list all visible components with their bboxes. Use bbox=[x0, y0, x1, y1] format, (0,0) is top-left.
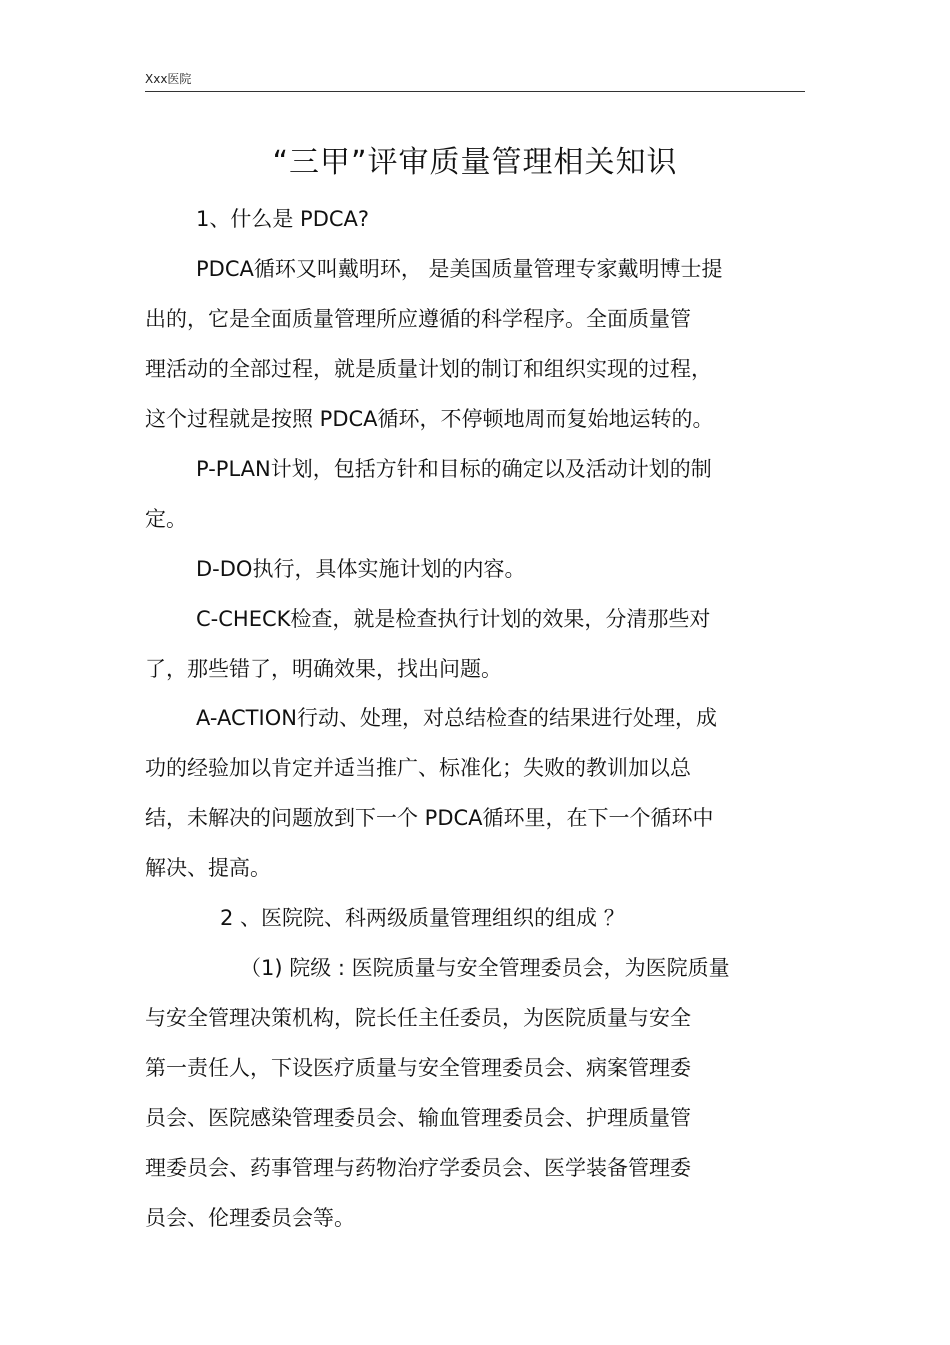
paragraph-line: 结，未解决的问题放到下一个 PDCA循环里，在下一个循环中 bbox=[145, 806, 714, 830]
paragraph-line: 理活动的全部过程，就是质量计划的制订和组织实现的过程， bbox=[145, 357, 712, 381]
paragraph-line: 与安全管理决策机构，院长任主任委员，为医院质量与安全 bbox=[145, 1006, 691, 1030]
document-title: “三甲”评审质量管理相关知识 bbox=[272, 145, 678, 180]
paragraph-line: A-ACTION行动、处理，对总结检查的结果进行处理，成 bbox=[196, 706, 717, 730]
paragraph-line: 员会、医院感染管理委员会、输血管理委员会、护理质量管 bbox=[145, 1106, 691, 1130]
paragraph-line: 功的经验加以肯定并适当推广、标准化；失败的教训加以总 bbox=[145, 756, 691, 780]
paragraph-line: 出的，它是全面质量管理所应遵循的科学程序。全面质量管 bbox=[145, 307, 691, 331]
paragraph-line: 理委员会、药事管理与药物治疗学委员会、医学装备管理委 bbox=[145, 1156, 691, 1180]
paragraph-line: （1) 院级 : 医院质量与安全管理委员会，为医院质量 bbox=[240, 956, 730, 980]
paragraph-line: P-PLAN计划，包括方针和目标的确定以及活动计划的制 bbox=[196, 457, 712, 481]
paragraph-line: 第一责任人，下设医疗质量与安全管理委员会、病案管理委 bbox=[145, 1056, 691, 1080]
paragraph-line: 员会、伦理委员会等。 bbox=[145, 1206, 355, 1230]
header-hospital-name: Xxx医院 bbox=[145, 72, 192, 86]
paragraph-line: 定。 bbox=[145, 507, 187, 531]
header-divider bbox=[145, 91, 805, 92]
question-1-heading: 1、什么是 PDCA? bbox=[196, 207, 370, 231]
paragraph-line: 解决、提高。 bbox=[145, 856, 271, 880]
paragraph-line: D-DO执行，具体实施计划的内容。 bbox=[196, 557, 526, 581]
paragraph-line: C-CHECK检查，就是检查执行计划的效果，分清那些对 bbox=[196, 607, 711, 631]
paragraph-line: 了，那些错了，明确效果，找出问题。 bbox=[145, 657, 502, 681]
paragraph-line: 这个过程就是按照 PDCA循环，不停顿地周而复始地运转的。 bbox=[145, 407, 714, 431]
question-2-heading: 2 、医院院、科两级质量管理组织的组成 ？ bbox=[220, 906, 625, 930]
paragraph-line: PDCA循环又叫戴明环， 是美国质量管理专家戴明博士提 bbox=[196, 257, 723, 281]
